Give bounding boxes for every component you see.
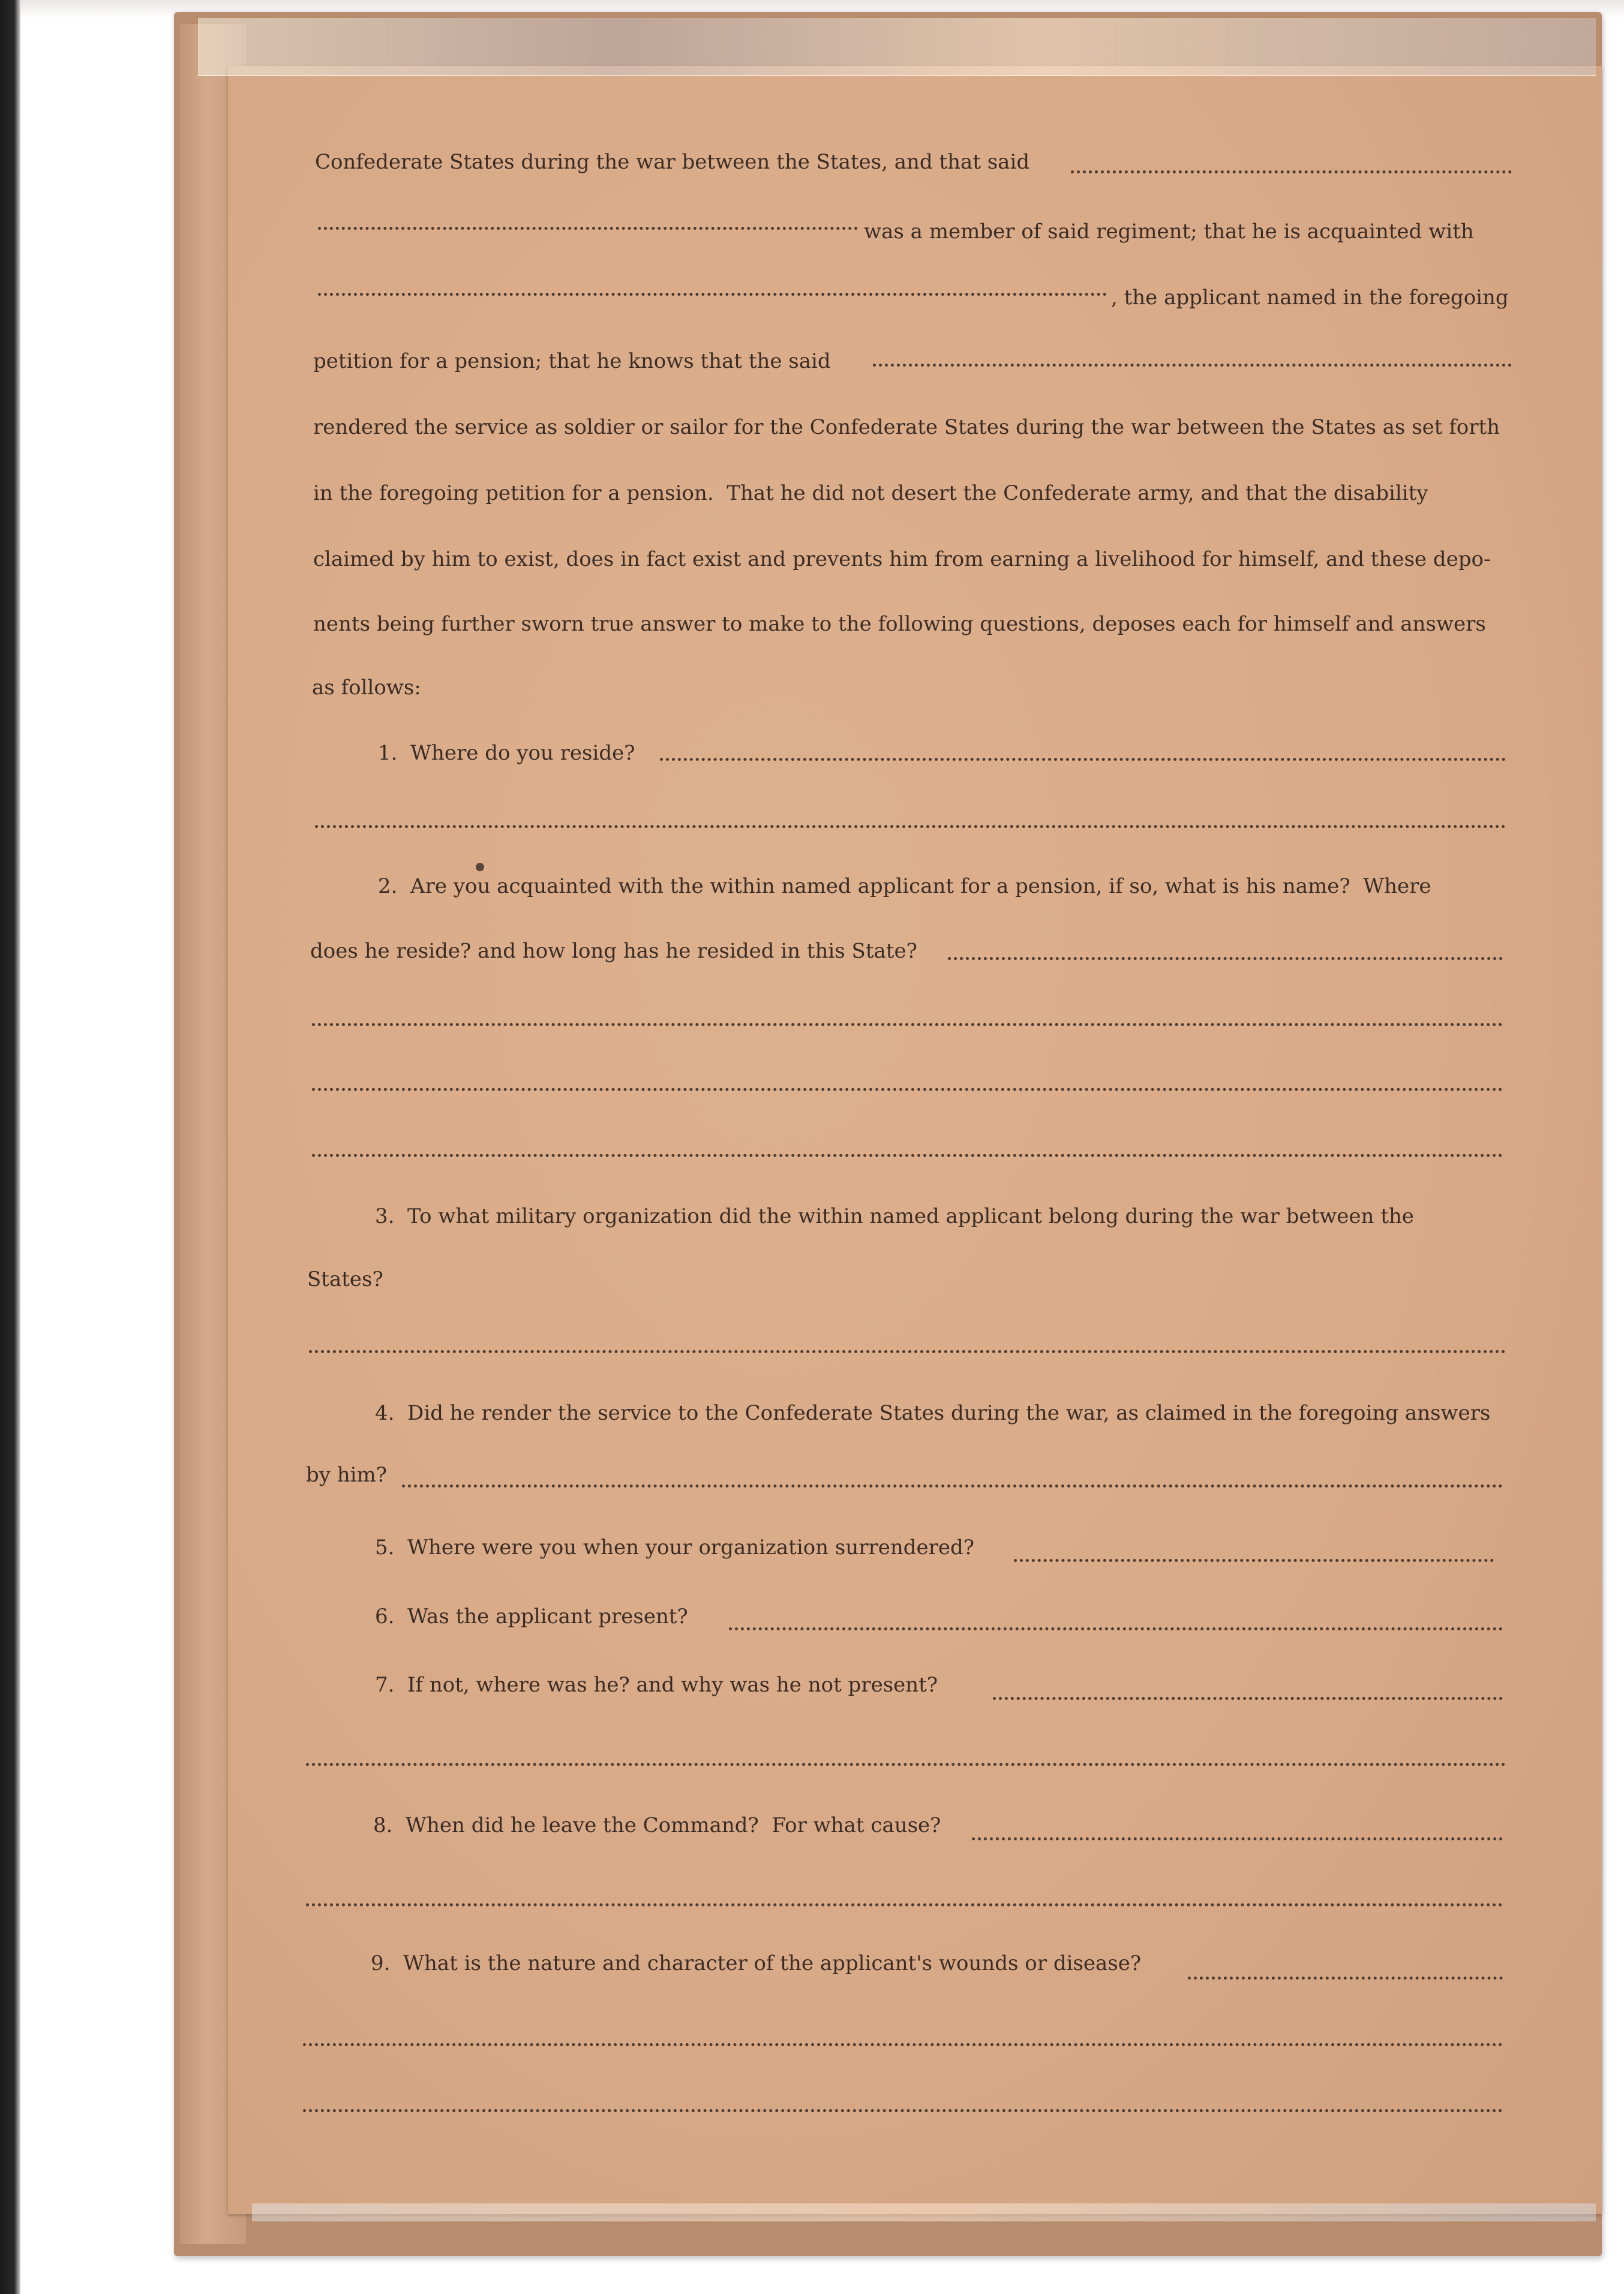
question-4-line-2: by him? <box>306 1463 388 1487</box>
answer-7-line-1[interactable] <box>993 1697 1503 1700</box>
answer-2-line-3[interactable] <box>312 1088 1503 1091</box>
answer-6-line-1[interactable] <box>729 1627 1503 1630</box>
paragraph-line-5: rendered the service as soldier or sailor for the Confederate States during the war between the States as set forth <box>313 415 1500 439</box>
answer-5-line-1[interactable] <box>1014 1559 1494 1562</box>
blank-field-said <box>1071 170 1512 173</box>
question-4-line-1: 4. Did he render the service to the Confederate States during the war, as claimed in the foregoing answers <box>375 1401 1491 1425</box>
question-5: 5. Where were you when your organization surrendered? <box>375 1536 974 1560</box>
question-7: 7. If not, where was he? and why was he not present? <box>375 1673 938 1697</box>
question-9: 9. What is the nature and character of the applicant's wounds or disease? <box>371 1951 1142 1975</box>
answer-7-line-2[interactable] <box>306 1763 1506 1766</box>
answer-2-line-2[interactable] <box>312 1023 1503 1026</box>
blank-field-knows-said <box>873 364 1512 367</box>
answer-9-line-2[interactable] <box>303 2043 1503 2046</box>
answer-4-line-1[interactable] <box>402 1485 1503 1488</box>
paragraph-line-9: as follows: <box>312 676 421 700</box>
question-8: 8. When did he leave the Command? For what cause? <box>373 1813 941 1837</box>
answer-2-line-4[interactable] <box>312 1154 1503 1157</box>
answer-8-line-1[interactable] <box>972 1837 1503 1840</box>
blank-field-applicant <box>318 293 1107 296</box>
answer-2-line-1[interactable] <box>948 957 1503 960</box>
paragraph-line-7: claimed by him to exist, does in fact exist and prevents him from earning a livelihood for himself, and these depo- <box>313 547 1491 571</box>
ink-mark <box>476 863 484 871</box>
question-6: 6. Was the applicant present? <box>375 1605 688 1629</box>
answer-3-line-1[interactable] <box>309 1350 1506 1353</box>
answer-8-line-2[interactable] <box>306 1903 1503 1906</box>
question-2-line-2: does he reside? and how long has he resided in this State? <box>310 939 917 963</box>
question-1: 1. Where do you reside? <box>378 741 635 765</box>
question-2-line-1: 2. Are you acquainted with the within named applicant for a pension, if so, what is his name? Where <box>378 874 1431 898</box>
paragraph-line-1: Confederate States during the war between the States, and that said <box>315 150 1030 174</box>
paragraph-line-6: in the foregoing petition for a pension. That he did not desert the Confederate army, and that the disability <box>313 481 1428 505</box>
blank-field-name <box>318 227 858 230</box>
question-3-line-2: States? <box>307 1267 383 1291</box>
paragraph-line-8: nents being further sworn true answer to make to the following questions, deposes each for himself and answers <box>313 612 1486 636</box>
question-3-line-1: 3. To what military organization did the within named applicant belong during the war between the <box>375 1204 1414 1228</box>
answer-9-line-1[interactable] <box>1188 1977 1503 1980</box>
answer-1-line-2[interactable] <box>315 825 1506 828</box>
paragraph-line-3: , the applicant named in the foregoing <box>1111 286 1509 310</box>
paragraph-line-4: petition for a pension; that he knows that the said <box>313 349 831 373</box>
paragraph-line-2: was a member of said regiment; that he is acquainted with <box>864 220 1474 244</box>
answer-9-line-3[interactable] <box>303 2109 1503 2112</box>
answer-1-line-1[interactable] <box>660 758 1506 761</box>
